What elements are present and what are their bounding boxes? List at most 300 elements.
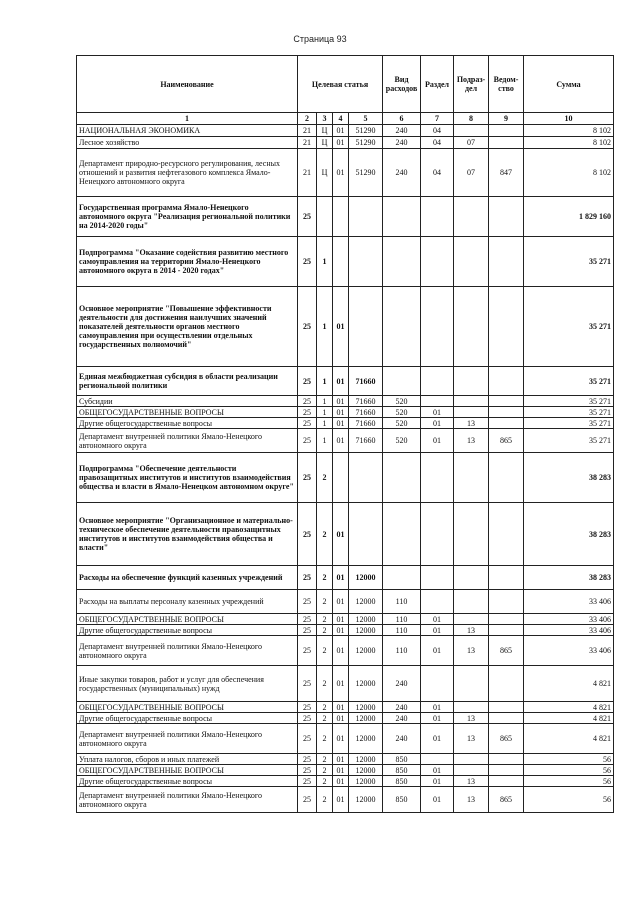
target-code-subprogram: 1 (317, 418, 333, 429)
row-name: Основное мероприятие "Организационное и материально-техническое обеспечение деятельности правозащитных институтов и институтов взаимодействия общества и власти" (77, 503, 298, 566)
row-name: ОБЩЕГОСУДАРСТВЕННЫЕ ВОПРОСЫ (77, 765, 298, 776)
target-code-program: 25 (298, 453, 317, 503)
subsection-cell: 07 (454, 137, 489, 149)
target-code-measure: 01 (333, 367, 349, 396)
department-cell (489, 418, 524, 429)
department-cell (489, 137, 524, 149)
subsection-cell: 13 (454, 429, 489, 453)
sum-cell: 38 283 (524, 566, 614, 590)
expense-type-cell: 240 (383, 713, 421, 724)
target-code-program: 25 (298, 418, 317, 429)
subsection-cell: 13 (454, 713, 489, 724)
subsection-cell (454, 197, 489, 237)
target-code-subprogram: 2 (317, 503, 333, 566)
sum-cell: 8 102 (524, 125, 614, 137)
expense-type-cell: 520 (383, 407, 421, 418)
row-name: Подпрограмма "Обеспечение деятельности правозащитных институтов и институтов взаимодействия общества и власти в Ямало-Ненецком автономном округе" (77, 453, 298, 503)
target-code-subprogram: Ц (317, 149, 333, 197)
row-name: Расходы на выплаты персоналу казенных учреждений (77, 590, 298, 614)
target-code-measure: 01 (333, 754, 349, 765)
target-code-subprogram: 2 (317, 776, 333, 787)
target-code-subprogram: 2 (317, 453, 333, 503)
target-code-program: 25 (298, 237, 317, 287)
expense-type-cell (383, 566, 421, 590)
col-number: 10 (524, 113, 614, 125)
table-row (77, 702, 614, 713)
expense-type-cell: 850 (383, 754, 421, 765)
target-code-program: 21 (298, 137, 317, 149)
target-code-direction: 51290 (349, 137, 383, 149)
target-code-measure: 01 (333, 776, 349, 787)
target-code-direction: 71660 (349, 429, 383, 453)
target-code-program: 25 (298, 625, 317, 636)
table-row (77, 636, 614, 666)
table-row (77, 566, 614, 590)
department-cell (489, 625, 524, 636)
department-cell: 865 (489, 429, 524, 453)
target-code-measure (333, 237, 349, 287)
target-code-measure: 01 (333, 590, 349, 614)
sum-cell: 56 (524, 765, 614, 776)
subsection-cell (454, 566, 489, 590)
table-row (77, 503, 614, 566)
department-cell: 865 (489, 724, 524, 754)
subsection-cell (454, 407, 489, 418)
table-row (77, 396, 614, 407)
budget-table (76, 55, 614, 813)
col-number: 1 (77, 113, 298, 125)
section-cell: 01 (421, 713, 454, 724)
target-code-program: 25 (298, 566, 317, 590)
expense-type-cell: 520 (383, 396, 421, 407)
target-code-direction: 12000 (349, 636, 383, 666)
expense-type-cell (383, 287, 421, 367)
table-row (77, 625, 614, 636)
sum-cell: 38 283 (524, 503, 614, 566)
department-cell (489, 713, 524, 724)
header-target-article: Целевая статья (298, 56, 383, 113)
sum-cell: 8 102 (524, 137, 614, 149)
section-cell (421, 566, 454, 590)
target-code-measure: 01 (333, 503, 349, 566)
target-code-program: 25 (298, 702, 317, 713)
department-cell: 865 (489, 636, 524, 666)
target-code-subprogram: 2 (317, 566, 333, 590)
target-code-subprogram: 1 (317, 407, 333, 418)
department-cell (489, 396, 524, 407)
target-code-program: 21 (298, 149, 317, 197)
subsection-cell (454, 754, 489, 765)
department-cell (489, 754, 524, 765)
target-code-subprogram: 1 (317, 429, 333, 453)
target-code-direction: 71660 (349, 407, 383, 418)
department-cell (489, 237, 524, 287)
target-code-subprogram (317, 197, 333, 237)
target-code-measure (333, 197, 349, 237)
expense-type-cell (383, 237, 421, 287)
target-code-subprogram: 2 (317, 590, 333, 614)
target-code-program: 25 (298, 636, 317, 666)
table-row (77, 713, 614, 724)
target-code-direction (349, 197, 383, 237)
target-code-measure (333, 453, 349, 503)
row-name: ОБЩЕГОСУДАРСТВЕННЫЕ ВОПРОСЫ (77, 614, 298, 625)
target-code-direction (349, 453, 383, 503)
subsection-cell: 13 (454, 625, 489, 636)
subsection-cell (454, 453, 489, 503)
target-code-subprogram: 2 (317, 765, 333, 776)
target-code-direction (349, 237, 383, 287)
expense-type-cell: 240 (383, 125, 421, 137)
sum-cell: 38 283 (524, 453, 614, 503)
expense-type-cell: 110 (383, 625, 421, 636)
expense-type-cell: 520 (383, 429, 421, 453)
table-row (77, 590, 614, 614)
target-code-measure: 01 (333, 702, 349, 713)
department-cell (489, 197, 524, 237)
section-cell (421, 754, 454, 765)
target-code-program: 25 (298, 776, 317, 787)
target-code-subprogram: 1 (317, 237, 333, 287)
section-cell: 01 (421, 702, 454, 713)
col-number: 3 (317, 113, 333, 125)
department-cell: 847 (489, 149, 524, 197)
target-code-measure: 01 (333, 418, 349, 429)
target-code-subprogram: 2 (317, 702, 333, 713)
expense-type-cell: 520 (383, 418, 421, 429)
target-code-direction: 12000 (349, 765, 383, 776)
section-cell (421, 237, 454, 287)
table-row (77, 614, 614, 625)
target-code-subprogram: 1 (317, 367, 333, 396)
row-name: Департамент внутренней политики Ямало-Ненецкого автономного округа (77, 724, 298, 754)
department-cell (489, 765, 524, 776)
section-cell: 01 (421, 636, 454, 666)
target-code-program: 25 (298, 287, 317, 367)
row-name: Подпрограмма "Оказание содействия развитию местного самоуправления на территории Ямало-Ненецкого автономного округа в 2014 - 2020 годах" (77, 237, 298, 287)
target-code-program: 25 (298, 614, 317, 625)
table-row (77, 149, 614, 197)
department-cell (489, 702, 524, 713)
target-code-direction: 12000 (349, 590, 383, 614)
col-number: 4 (333, 113, 349, 125)
table-row (77, 787, 614, 813)
target-code-program: 25 (298, 787, 317, 813)
section-cell (421, 590, 454, 614)
department-cell (489, 453, 524, 503)
subsection-cell (454, 765, 489, 776)
expense-type-cell: 240 (383, 149, 421, 197)
section-cell (421, 396, 454, 407)
section-cell (421, 666, 454, 702)
section-cell: 01 (421, 429, 454, 453)
department-cell (489, 125, 524, 137)
target-code-direction: 12000 (349, 787, 383, 813)
header-sum: Сумма (524, 56, 614, 113)
row-name: Основное мероприятие "Повышение эффективности деятельности для достижения наилучших значений показателей деятельности органов местного самоуправления при осуществлении отдельных государственных полномочий" (77, 287, 298, 367)
expense-type-cell (383, 503, 421, 566)
row-name: Государственная программа Ямало-Ненецкого автономного округа "Реализация региональной политики на 2014-2020 годы" (77, 197, 298, 237)
department-cell (489, 367, 524, 396)
expense-type-cell: 850 (383, 765, 421, 776)
target-code-subprogram: Ц (317, 137, 333, 149)
target-code-subprogram: 1 (317, 287, 333, 367)
row-name: Департамент внутренней политики Ямало-Ненецкого автономного округа (77, 636, 298, 666)
section-cell: 01 (421, 407, 454, 418)
department-cell (489, 666, 524, 702)
expense-type-cell: 240 (383, 137, 421, 149)
section-cell (421, 367, 454, 396)
column-number-row (77, 113, 614, 125)
row-name: Департамент внутренней политики Ямало-Ненецкого автономного округа (77, 787, 298, 813)
subsection-cell: 13 (454, 724, 489, 754)
header-name: Наименование (77, 56, 298, 113)
target-code-measure: 01 (333, 287, 349, 367)
sum-cell: 56 (524, 754, 614, 765)
table-row (77, 453, 614, 503)
subsection-cell (454, 590, 489, 614)
row-name: Уплата налогов, сборов и иных платежей (77, 754, 298, 765)
sum-cell: 56 (524, 776, 614, 787)
table-row (77, 776, 614, 787)
header-section: Раздел (421, 56, 454, 113)
section-cell (421, 197, 454, 237)
subsection-cell: 13 (454, 418, 489, 429)
table-row (77, 724, 614, 754)
department-cell (489, 614, 524, 625)
sum-cell: 35 271 (524, 367, 614, 396)
row-name: Другие общегосударственные вопросы (77, 625, 298, 636)
section-cell: 01 (421, 787, 454, 813)
row-name: Другие общегосударственные вопросы (77, 713, 298, 724)
subsection-cell: 13 (454, 776, 489, 787)
row-name: Другие общегосударственные вопросы (77, 418, 298, 429)
section-cell: 01 (421, 724, 454, 754)
sum-cell: 35 271 (524, 407, 614, 418)
expense-type-cell: 850 (383, 776, 421, 787)
target-code-program: 25 (298, 666, 317, 702)
target-code-measure: 01 (333, 666, 349, 702)
target-code-program: 25 (298, 754, 317, 765)
target-code-direction (349, 503, 383, 566)
col-number: 2 (298, 113, 317, 125)
target-code-direction: 71660 (349, 418, 383, 429)
table-row (77, 137, 614, 149)
expense-type-cell: 850 (383, 787, 421, 813)
target-code-measure: 01 (333, 765, 349, 776)
target-code-direction: 71660 (349, 396, 383, 407)
target-code-measure: 01 (333, 614, 349, 625)
expense-type-cell: 240 (383, 724, 421, 754)
target-code-program: 25 (298, 724, 317, 754)
section-cell (421, 287, 454, 367)
sum-cell: 4 821 (524, 724, 614, 754)
target-code-measure: 01 (333, 407, 349, 418)
sum-cell: 35 271 (524, 429, 614, 453)
table-row (77, 407, 614, 418)
section-cell: 04 (421, 137, 454, 149)
target-code-program: 25 (298, 407, 317, 418)
row-name: Иные закупки товаров, работ и услуг для обеспечения государственных (муниципальных) нужд (77, 666, 298, 702)
target-code-measure: 01 (333, 566, 349, 590)
target-code-subprogram: 2 (317, 625, 333, 636)
table-row (77, 197, 614, 237)
target-code-subprogram: 2 (317, 787, 333, 813)
department-cell: 865 (489, 787, 524, 813)
target-code-subprogram: 2 (317, 713, 333, 724)
row-name: Единая межбюджетная субсидия в области реализации региональной политики (77, 367, 298, 396)
page-number-label: Страница 93 (293, 34, 347, 44)
subsection-cell (454, 702, 489, 713)
sum-cell: 33 406 (524, 590, 614, 614)
subsection-cell (454, 287, 489, 367)
subsection-cell (454, 237, 489, 287)
department-cell (489, 287, 524, 367)
sum-cell: 4 821 (524, 713, 614, 724)
expense-type-cell: 240 (383, 666, 421, 702)
sum-cell: 35 271 (524, 237, 614, 287)
header-expense-type: Вид расходов (383, 56, 421, 113)
target-code-subprogram: 2 (317, 724, 333, 754)
row-name: Департамент внутренней политики Ямало-Ненецкого автономного округа (77, 429, 298, 453)
sum-cell: 33 406 (524, 625, 614, 636)
department-cell (489, 566, 524, 590)
target-code-program: 25 (298, 713, 317, 724)
table-row (77, 237, 614, 287)
expense-type-cell: 110 (383, 636, 421, 666)
section-cell (421, 503, 454, 566)
sum-cell: 4 821 (524, 702, 614, 713)
table-row (77, 429, 614, 453)
row-name: Расходы на обеспечение функций казенных учреждений (77, 566, 298, 590)
target-code-measure: 01 (333, 137, 349, 149)
subsection-cell (454, 503, 489, 566)
target-code-subprogram: Ц (317, 125, 333, 137)
target-code-direction: 12000 (349, 713, 383, 724)
expense-type-cell: 240 (383, 702, 421, 713)
col-number: 9 (489, 113, 524, 125)
expense-type-cell (383, 197, 421, 237)
target-code-measure: 01 (333, 125, 349, 137)
subsection-cell: 13 (454, 636, 489, 666)
table-row (77, 418, 614, 429)
target-code-measure: 01 (333, 429, 349, 453)
table-row (77, 287, 614, 367)
expense-type-cell: 110 (383, 590, 421, 614)
row-name: НАЦИОНАЛЬНАЯ ЭКОНОМИКА (77, 125, 298, 137)
subsection-cell (454, 396, 489, 407)
table-row (77, 125, 614, 137)
sum-cell: 8 102 (524, 149, 614, 197)
sum-cell: 33 406 (524, 614, 614, 625)
table-row (77, 666, 614, 702)
section-cell: 01 (421, 418, 454, 429)
target-code-direction: 12000 (349, 566, 383, 590)
target-code-direction: 12000 (349, 702, 383, 713)
row-name: ОБЩЕГОСУДАРСТВЕННЫЕ ВОПРОСЫ (77, 407, 298, 418)
section-cell: 04 (421, 149, 454, 197)
target-code-subprogram: 2 (317, 614, 333, 625)
row-name: Другие общегосударственные вопросы (77, 776, 298, 787)
col-number: 6 (383, 113, 421, 125)
target-code-measure: 01 (333, 149, 349, 197)
target-code-measure: 01 (333, 787, 349, 813)
target-code-measure: 01 (333, 724, 349, 754)
target-code-subprogram: 2 (317, 754, 333, 765)
header-department: Ведом-ство (489, 56, 524, 113)
col-number: 7 (421, 113, 454, 125)
expense-type-cell (383, 453, 421, 503)
target-code-direction: 12000 (349, 625, 383, 636)
subsection-cell: 13 (454, 787, 489, 813)
target-code-program: 25 (298, 503, 317, 566)
expense-type-cell: 110 (383, 614, 421, 625)
target-code-program: 25 (298, 396, 317, 407)
sum-cell: 33 406 (524, 636, 614, 666)
department-cell (489, 776, 524, 787)
target-code-direction (349, 287, 383, 367)
target-code-direction: 12000 (349, 724, 383, 754)
sum-cell: 35 271 (524, 287, 614, 367)
header-subsection: Подраз-дел (454, 56, 489, 113)
target-code-direction: 12000 (349, 776, 383, 787)
target-code-program: 21 (298, 125, 317, 137)
department-cell (489, 590, 524, 614)
target-code-measure: 01 (333, 636, 349, 666)
table-row (77, 765, 614, 776)
target-code-direction: 51290 (349, 125, 383, 137)
target-code-subprogram: 2 (317, 636, 333, 666)
table-body (77, 125, 614, 813)
section-cell: 01 (421, 625, 454, 636)
target-code-direction: 12000 (349, 754, 383, 765)
header-row (77, 56, 614, 113)
department-cell (489, 407, 524, 418)
row-name: Департамент природно-ресурсного регулирования, лесных отношений и развития нефтегазового комплекса Ямало-Ненецкого автономного округа (77, 149, 298, 197)
target-code-program: 25 (298, 429, 317, 453)
subsection-cell (454, 666, 489, 702)
target-code-program: 25 (298, 590, 317, 614)
table-row (77, 367, 614, 396)
sum-cell: 35 271 (524, 418, 614, 429)
sum-cell: 1 829 160 (524, 197, 614, 237)
target-code-measure: 01 (333, 713, 349, 724)
department-cell (489, 503, 524, 566)
target-code-direction: 51290 (349, 149, 383, 197)
subsection-cell (454, 125, 489, 137)
row-name: Субсидии (77, 396, 298, 407)
sum-cell: 56 (524, 787, 614, 813)
expense-type-cell (383, 367, 421, 396)
section-cell (421, 453, 454, 503)
section-cell: 01 (421, 776, 454, 787)
target-code-subprogram: 1 (317, 396, 333, 407)
subsection-cell (454, 367, 489, 396)
col-number: 5 (349, 113, 383, 125)
target-code-program: 25 (298, 197, 317, 237)
subsection-cell (454, 614, 489, 625)
target-code-subprogram: 2 (317, 666, 333, 702)
section-cell: 01 (421, 614, 454, 625)
target-code-direction: 12000 (349, 614, 383, 625)
row-name: Лесное хозяйство (77, 137, 298, 149)
target-code-program: 25 (298, 765, 317, 776)
col-number: 8 (454, 113, 489, 125)
target-code-direction: 12000 (349, 666, 383, 702)
target-code-direction: 71660 (349, 367, 383, 396)
sum-cell: 35 271 (524, 396, 614, 407)
section-cell: 01 (421, 765, 454, 776)
